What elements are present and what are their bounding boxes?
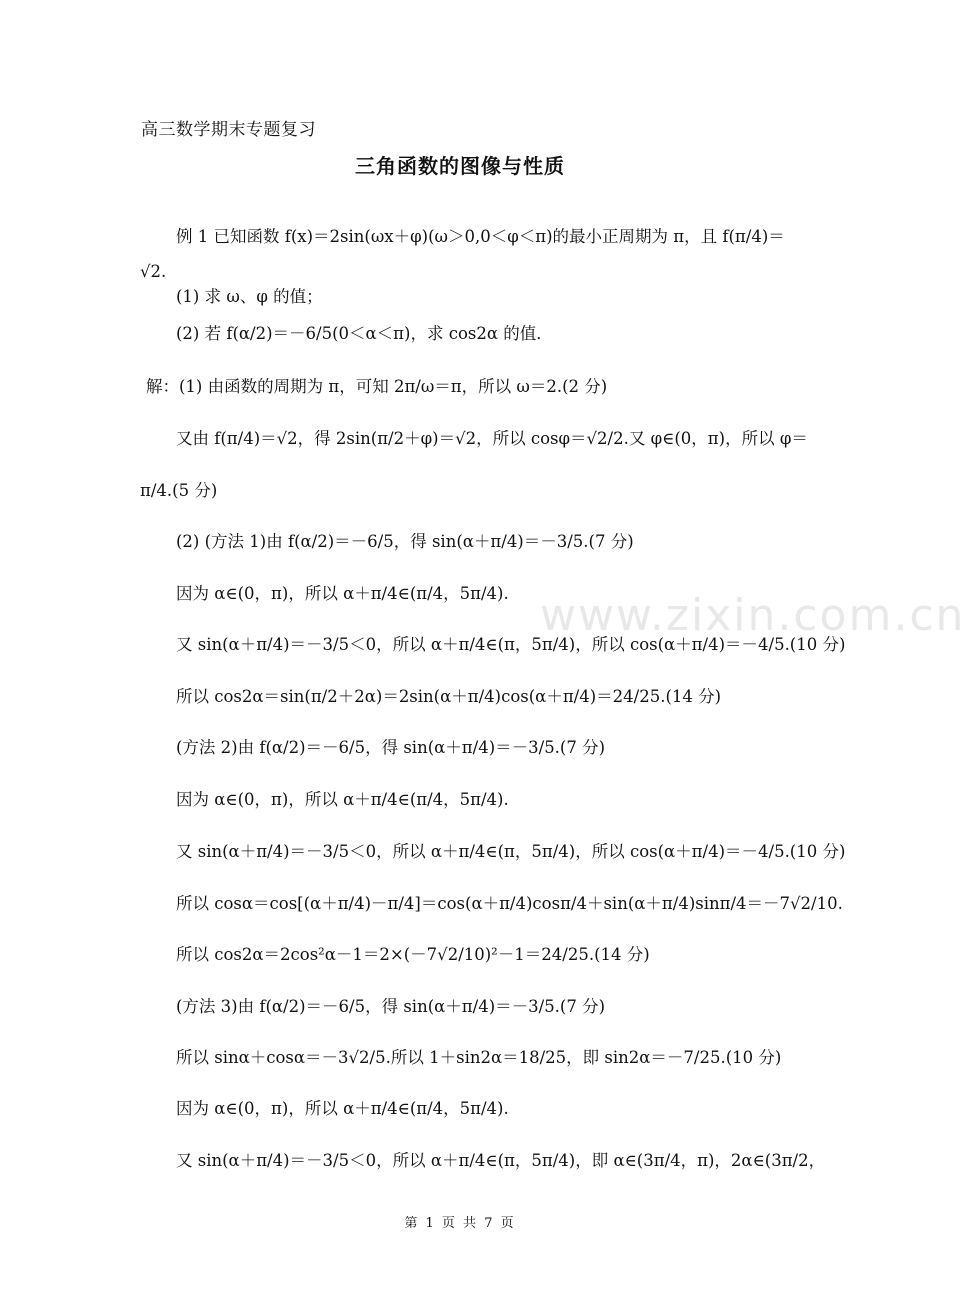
solution-line: 所以 cos2α＝sin(π/2＋2α)＝2sin(α＋π/4)cos(α＋π/4)＝24/25.(14 分) [176,687,722,706]
solution-line: (2) (方法 1)由 f(α/2)＝－6/5，得 sin(α＋π/4)＝－3/5.(7 分) [176,532,634,551]
solution-line: 又 sin(α＋π/4)＝－3/5＜0，所以 α＋π/4∈(π，5π/4)，所以 cos(α＋π/4)＝－4/5.(10 分) [176,635,846,654]
solution-line: 又由 f(π/4)＝√2，得 2sin(π/2＋φ)＝√2，所以 cosφ＝√2/2.又 φ∈(0，π)，所以 φ＝ [176,429,808,448]
solution-line: 又 sin(α＋π/4)＝－3/5＜0，所以 α＋π/4∈(π，5π/4)，所以 cos(α＋π/4)＝－4/5.(10 分) [176,842,846,861]
question-2: (2) 若 f(α/2)＝－6/5(0＜α＜π)，求 cos2α 的值． [176,324,553,343]
solution-line: 因为 α∈(0，π)，所以 α＋π/4∈(π/4，5π/4). [176,790,509,809]
solution-line: π/4.(5 分) [140,481,218,500]
problem-statement-cont: √2. [140,262,167,281]
solution-line: 所以 cos2α＝2cos²α－1＝2×(－7√2/10)²－1＝24/25.(14 分) [176,945,650,964]
problem-statement: 例 1 已知函数 f(x)＝2sin(ωx＋φ)(ω＞0,0＜φ＜π)的最小正周期为 π，且 f(π/4)＝ [176,227,785,246]
solution-line: 所以 sinα＋cosα＝－3√2/5.所以 1＋sin2α＝18/25，即 sin2α＝－7/25.(10 分) [176,1048,782,1067]
solution-line: (方法 3)由 f(α/2)＝－6/5，得 sin(α＋π/4)＝－3/5.(7 分) [176,997,606,1016]
solution-line: 因为 α∈(0，π)，所以 α＋π/4∈(π/4，5π/4). [176,1099,509,1118]
watermark: www.zixin.com.cn [540,590,965,641]
page-footer: 第 1 页 共 7 页 [404,1216,516,1231]
document-title: 三角函数的图像与性质 [355,154,565,178]
solution-line: 所以 cosα＝cos[(α＋π/4)－π/4]＝cos(α＋π/4)cosπ/4＋sin(α＋π/4)sinπ/4＝－7√2/10. [176,894,843,913]
solution-line: 因为 α∈(0，π)，所以 α＋π/4∈(π/4，5π/4). [176,584,509,603]
solution-line: (方法 2)由 f(α/2)＝－6/5，得 sin(α＋π/4)＝－3/5.(7 分) [176,738,606,757]
question-1: (1) 求 ω、φ 的值； [176,287,323,306]
document-header: 高三数学期末专题复习 [141,120,316,140]
solution-line: 解：(1) 由函数的周期为 π，可知 2π/ω＝π，所以 ω＝2.(2 分) [146,377,608,396]
solution-line: 又 sin(α＋π/4)＝－3/5＜0，所以 α＋π/4∈(π，5π/4)，即 α∈(3π/4，π)，2α∈(3π/2， [176,1151,826,1170]
